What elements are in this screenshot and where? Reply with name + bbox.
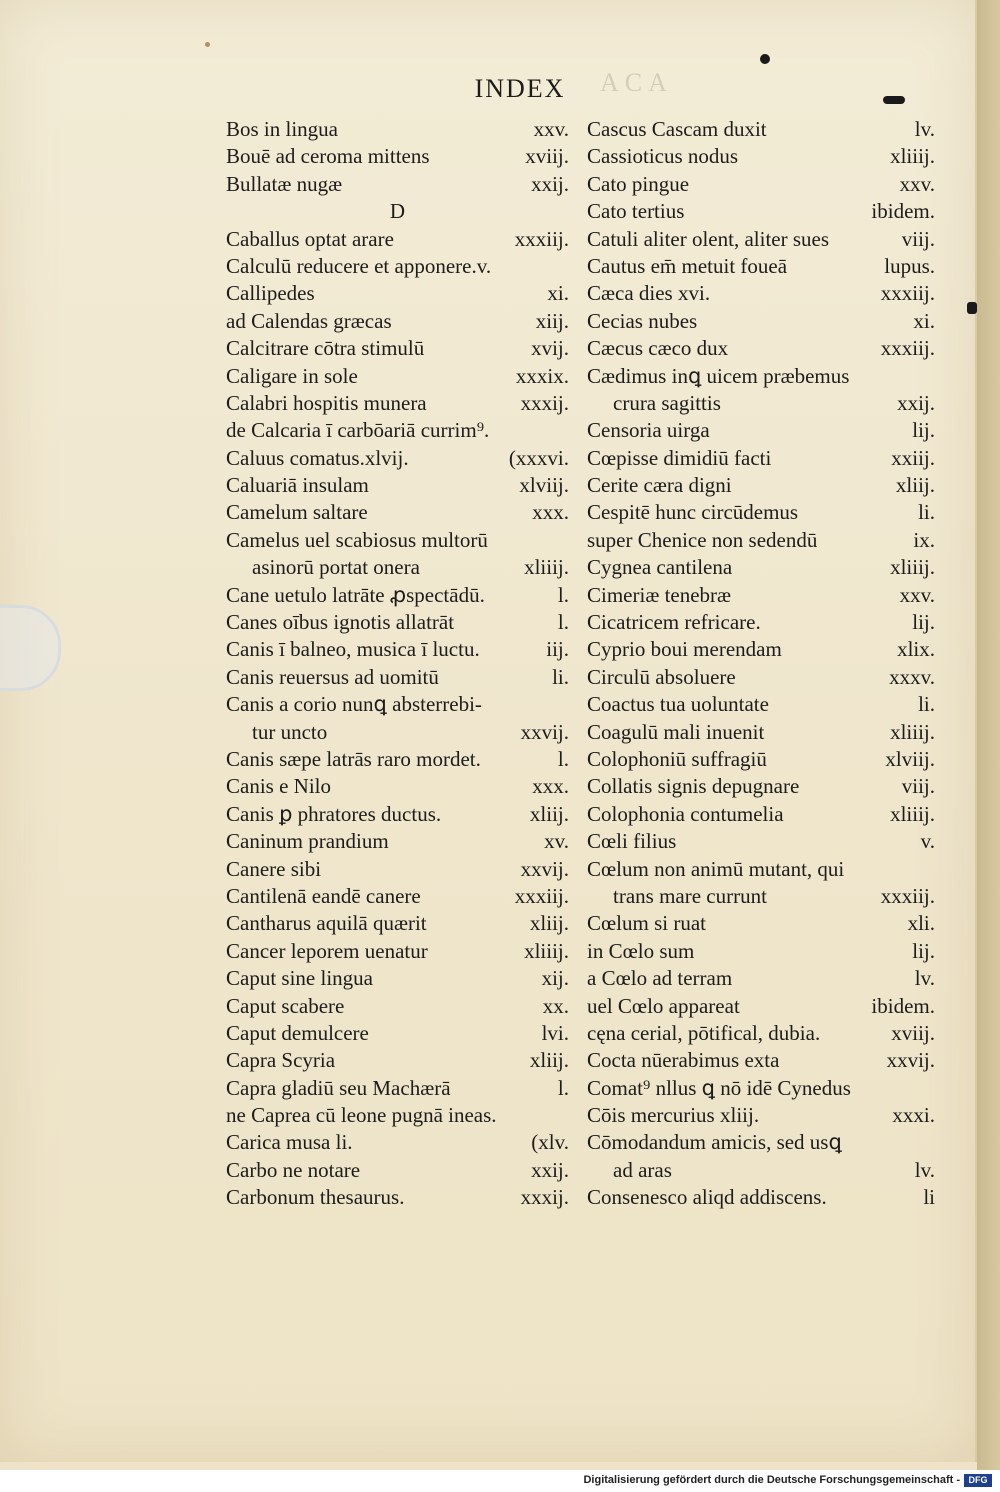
index-entry <box>587 554 935 581</box>
index-entry <box>587 1157 935 1184</box>
entry-reference: viij. <box>901 226 935 251</box>
index-entry <box>587 582 935 609</box>
entry-text: Coagulū mali inuenit <box>587 719 765 744</box>
entry-reference: xxxix. <box>515 363 569 388</box>
index-entry <box>587 116 935 143</box>
entry-text: Cæcus cæco dux <box>587 336 729 361</box>
entry-reference: xliiij. <box>890 144 935 169</box>
entry-text: cęna cerial, pōtifical, dubia. <box>587 1020 821 1045</box>
index-entry <box>226 582 569 609</box>
index-entry <box>226 171 569 198</box>
entry-text: Capra Scyria <box>226 1048 336 1073</box>
entry-text: Canis a corio nunꝗ absterrebi- <box>226 692 482 717</box>
index-entry <box>587 773 935 800</box>
entry-reference: li. <box>918 500 935 525</box>
entry-text: Cecias nubes <box>587 308 698 333</box>
entry-reference: xxxiij. <box>880 336 935 361</box>
entry-reference: lij. <box>912 610 935 635</box>
entry-text: asinorū portat onera <box>252 555 420 580</box>
entry-text: Caluariā insulam <box>226 473 369 498</box>
index-entry <box>587 746 935 773</box>
entry-text: Cane uetulo latrāte ꝓspectādū. <box>226 582 485 607</box>
index-entry <box>587 1047 935 1074</box>
entry-text: Cicatricem refricare. <box>587 610 761 635</box>
entry-text: Cimeriæ tenebræ <box>587 582 732 607</box>
entry-text: Caput demulcere <box>226 1020 369 1045</box>
entry-reference: lvi. <box>541 1020 569 1045</box>
dfg-logo: DFG <box>964 1474 992 1487</box>
entry-reference: xliij. <box>895 473 935 498</box>
entry-reference: lv. <box>914 966 935 991</box>
entry-reference: xviij. <box>525 144 569 169</box>
entry-text: Collatis signis depugnare <box>587 774 800 799</box>
entry-text: Cyprio boui merendam <box>587 637 782 662</box>
index-entry <box>587 280 935 307</box>
entry-reference: xi. <box>913 308 935 333</box>
index-entry <box>587 472 935 499</box>
index-entry <box>587 636 935 663</box>
index-entry <box>226 308 569 335</box>
index-column-left <box>226 116 569 1212</box>
entry-reference: xxx. <box>532 500 569 525</box>
index-entry <box>587 1102 935 1129</box>
entry-text: tur uncto <box>252 719 328 744</box>
entry-reference: xxij. <box>531 171 569 196</box>
entry-text: Consenesco aliqd addiscens. <box>587 1185 827 1210</box>
entry-reference: xxxi. <box>892 1103 935 1128</box>
entry-reference: (xlv. <box>531 1130 569 1155</box>
entry-reference: li. <box>918 692 935 717</box>
entry-reference: lupus. <box>884 253 935 278</box>
index-entry <box>587 390 935 417</box>
index-entry <box>226 335 569 362</box>
entry-reference: xxxiij. <box>514 226 569 251</box>
entry-text: D <box>389 199 406 224</box>
index-entry <box>226 856 569 883</box>
index-entry <box>226 499 569 526</box>
entry-text: ad aras <box>613 1157 672 1182</box>
entry-reference: xliiij. <box>890 719 935 744</box>
index-entry <box>587 691 935 718</box>
index-entry <box>226 417 569 444</box>
entry-text: Canis reuersus ad uomitū <box>226 664 439 689</box>
index-entry <box>226 609 569 636</box>
page-edge <box>977 0 1000 1470</box>
index-entry <box>587 1075 935 1102</box>
entry-reference: v. <box>920 829 935 854</box>
entry-reference: xxij. <box>897 390 935 415</box>
entry-text: super Chenice non sedendū <box>587 527 818 552</box>
entry-text: Cocta nūerabimus exta <box>587 1048 780 1073</box>
index-entry <box>587 171 935 198</box>
entry-reference: li. <box>552 664 569 689</box>
entry-text: Cœpisse dimidiū facti <box>587 445 772 470</box>
entry-reference: ibidem. <box>871 993 935 1018</box>
index-column-right <box>587 116 935 1212</box>
entry-reference: xlix. <box>897 637 935 662</box>
index-entry <box>587 609 935 636</box>
entry-reference: xliiij. <box>524 938 569 963</box>
entry-reference: xlviij. <box>885 746 935 771</box>
entry-reference: xxij. <box>531 1157 569 1182</box>
entry-text: Caput scabere <box>226 993 345 1018</box>
entry-text: ne Caprea cū leone pugnā ineas. <box>226 1103 497 1128</box>
entry-text: trans mare currunt <box>613 883 767 908</box>
entry-text: Comat⁹ nllus ꝗ nō idē Cynedus <box>587 1075 851 1100</box>
index-entry <box>226 1157 569 1184</box>
entry-text: Calculū reducere et apponere.v. <box>226 253 492 278</box>
index-entry <box>226 527 569 554</box>
index-entry <box>226 691 569 718</box>
entry-reference: xx. <box>542 993 569 1018</box>
entry-text: Censoria uirga <box>587 418 710 443</box>
entry-text: Cato tertius <box>587 199 685 224</box>
index-entry <box>226 993 569 1020</box>
entry-text: Camelus uel scabiosus multorū <box>226 527 488 552</box>
entry-reference: l. <box>557 610 569 635</box>
index-entry <box>226 445 569 472</box>
bleed-through-text: ACA <box>600 68 673 97</box>
entry-reference: xliiij. <box>890 801 935 826</box>
index-entry <box>226 938 569 965</box>
entry-text: crura sagittis <box>613 390 721 415</box>
entry-text: Cœlum non animū mutant, qui <box>587 856 845 881</box>
index-entry <box>587 226 935 253</box>
entry-text: Caput sine lingua <box>226 966 373 991</box>
index-entry <box>226 773 569 800</box>
entry-reference: xxxiij. <box>880 281 935 306</box>
index-entry <box>226 910 569 937</box>
index-entry <box>587 445 935 472</box>
entry-text: Caninum prandium <box>226 829 389 854</box>
ink-spot <box>967 302 977 314</box>
entry-text: Bullatæ nugæ <box>226 171 343 196</box>
index-entry <box>226 226 569 253</box>
entry-reference: lv. <box>914 117 935 141</box>
index-entry <box>226 801 569 828</box>
index-entry <box>587 527 935 554</box>
entry-reference: ix. <box>913 527 935 552</box>
index-entry <box>587 417 935 444</box>
entry-text: Calabri hospitis munera <box>226 390 427 415</box>
entry-reference: xliij. <box>529 801 569 826</box>
entry-reference: xxxij. <box>520 1185 569 1210</box>
entry-reference: xxxiij. <box>880 883 935 908</box>
entry-text: Cautus em̄ metuit foueā <box>587 253 788 278</box>
index-entry <box>587 993 935 1020</box>
entry-text: Colophonia contumelia <box>587 801 784 826</box>
entry-text: Cōis mercurius xliij. <box>587 1103 760 1128</box>
page-header: INDEX <box>474 74 566 103</box>
index-entry <box>226 636 569 663</box>
entry-text: Canere sibi <box>226 856 322 881</box>
entry-text: Caluus comatus.xlvij. <box>226 445 409 470</box>
entry-text: Catuli aliter olent, aliter sues <box>587 226 830 251</box>
entry-reference: lij. <box>912 418 935 443</box>
entry-text: Bouē ad ceroma mittens <box>226 144 430 169</box>
entry-text: Canis e Nilo <box>226 774 331 799</box>
entry-text: Canis ꝑ phratores ductus. <box>226 801 442 826</box>
index-entry <box>587 335 935 362</box>
entry-reference: xli. <box>907 911 935 936</box>
entry-reference: ibidem. <box>871 199 935 224</box>
entry-text: de Calcaria ī carbōariā currim⁹. <box>226 418 490 443</box>
entry-reference: xxv. <box>899 582 935 607</box>
index-entry <box>587 198 935 225</box>
entry-text: Carbonum thesaurus. <box>226 1185 405 1210</box>
entry-reference: xxv. <box>533 117 569 141</box>
entry-text: Cœlum si ruat <box>587 911 706 936</box>
entry-reference: xliiij. <box>524 555 569 580</box>
index-entry <box>226 143 569 170</box>
index-entry <box>226 280 569 307</box>
entry-reference: l. <box>557 1075 569 1100</box>
index-entry <box>226 664 569 691</box>
entry-text: Cassioticus nodus <box>587 144 739 169</box>
index-entry <box>226 1020 569 1047</box>
entry-reference: xxiij. <box>891 445 935 470</box>
index-entry <box>226 1075 569 1102</box>
index-entry <box>226 746 569 773</box>
index-entry <box>587 910 935 937</box>
entry-text: Caligare in sole <box>226 363 358 388</box>
entry-text: Carbo ne notare <box>226 1157 361 1182</box>
entry-reference: li <box>923 1185 935 1210</box>
entry-reference: xxvij. <box>520 856 569 881</box>
index-entry <box>226 472 569 499</box>
entry-reference: xvij. <box>531 336 569 361</box>
index-entry <box>226 253 569 280</box>
index-entry <box>587 143 935 170</box>
index-entry <box>226 390 569 417</box>
ink-spot <box>205 42 210 47</box>
index-entry <box>587 801 935 828</box>
entry-reference: xlviij. <box>519 473 569 498</box>
index-entry <box>226 554 569 581</box>
index-entry <box>226 1184 569 1211</box>
entry-text: Cantilenā eandē canere <box>226 883 421 908</box>
entry-reference: xv. <box>544 829 569 854</box>
index-entry <box>587 965 935 992</box>
entry-text: Circulū absoluere <box>587 664 736 689</box>
entry-text: Cato pingue <box>587 171 690 196</box>
entry-reference: viij. <box>901 774 935 799</box>
entry-text: a Cœlo ad terram <box>587 966 733 991</box>
index-entry <box>226 198 569 225</box>
entry-text: ad Calendas græcas <box>226 308 392 333</box>
ink-spot <box>883 96 905 104</box>
entry-text: Canis sæpe latrās raro mordet. <box>226 746 481 771</box>
entry-reference: xxv. <box>899 171 935 196</box>
entry-text: Cædimus inꝗ uicem præbemus <box>587 363 850 388</box>
entry-text: Camelum saltare <box>226 500 368 525</box>
index-entry <box>587 1184 935 1211</box>
entry-text: Cōmodandum amicis, sed usꝗ <box>587 1130 842 1155</box>
entry-reference: xxxij. <box>520 390 569 415</box>
entry-reference: iij. <box>546 637 569 662</box>
entry-text: Canis ī balneo, musica ī luctu. <box>226 637 480 662</box>
entry-reference: xliij. <box>529 911 569 936</box>
index-entry <box>226 883 569 910</box>
entry-reference: xxxv. <box>889 664 935 689</box>
index-entry <box>587 308 935 335</box>
ink-spot <box>760 54 770 64</box>
index-entry <box>587 883 935 910</box>
index-entry <box>226 1102 569 1129</box>
entry-text: Canes oībus ignotis allatrāt <box>226 610 455 635</box>
index-entry <box>587 1129 935 1156</box>
footer-credit: Digitalisierung gefördert durch die Deutsche Forschungsgemeinschaft - <box>583 1474 960 1486</box>
entry-text: Cerite cæra digni <box>587 473 732 498</box>
entry-text: Colophoniū suffragiū <box>587 746 767 771</box>
entry-text: Cygnea cantilena <box>587 555 733 580</box>
entry-text: Cancer leporem uenatur <box>226 938 428 963</box>
entry-text: Cantharus aquilā quærit <box>226 911 427 936</box>
entry-text: in Cœlo sum <box>587 938 695 963</box>
paper-clip-mark <box>0 605 61 691</box>
entry-text: Callipedes <box>226 281 315 306</box>
index-entry <box>587 1020 935 1047</box>
index-entry <box>226 363 569 390</box>
index-entry <box>587 363 935 390</box>
entry-text: Calcitrare cōtra stimulū <box>226 336 425 361</box>
entry-reference: lij. <box>912 938 935 963</box>
entry-reference: xxvij. <box>520 719 569 744</box>
index-entry <box>226 719 569 746</box>
entry-text: Cespitē hunc circūdemus <box>587 500 799 525</box>
entry-reference: lv. <box>914 1157 935 1182</box>
index-entry <box>587 664 935 691</box>
entry-reference: xxxiij. <box>514 883 569 908</box>
entry-text: Bos in lingua <box>226 117 339 141</box>
entry-text: Carica musa li. <box>226 1130 353 1155</box>
entry-reference: xliij. <box>529 1048 569 1073</box>
entry-reference: l. <box>557 582 569 607</box>
index-entry <box>226 1047 569 1074</box>
entry-text: uel Cœlo appareat <box>587 993 740 1018</box>
index-entry <box>587 828 935 855</box>
entry-reference: xviij. <box>891 1020 935 1045</box>
entry-text: Capra gladiū seu Machærā <box>226 1075 451 1100</box>
index-entry <box>587 938 935 965</box>
entry-reference: xij. <box>541 966 569 991</box>
entry-text: Cœli filius <box>587 829 677 854</box>
index-entry <box>587 499 935 526</box>
entry-text: Coactus tua uoluntate <box>587 692 769 717</box>
entry-reference: (xxxvi. <box>508 445 569 470</box>
entry-reference: xiij. <box>535 308 569 333</box>
index-entry <box>226 965 569 992</box>
index-entry <box>587 856 935 883</box>
index-entry <box>226 116 569 143</box>
entry-reference: xxx. <box>532 774 569 799</box>
entry-text: Caballus optat arare <box>226 226 394 251</box>
entry-reference: xxvij. <box>886 1048 935 1073</box>
index-entry <box>587 719 935 746</box>
entry-reference: l. <box>557 746 569 771</box>
entry-reference: xliiij. <box>890 555 935 580</box>
index-entry <box>226 1129 569 1156</box>
entry-text: Cæca dies xvi. <box>587 281 711 306</box>
index-entry <box>226 828 569 855</box>
entry-text: Cascus Cascam duxit <box>587 117 767 141</box>
entry-reference: xi. <box>547 281 569 306</box>
footer-bar <box>0 1470 1000 1492</box>
index-entry <box>587 253 935 280</box>
